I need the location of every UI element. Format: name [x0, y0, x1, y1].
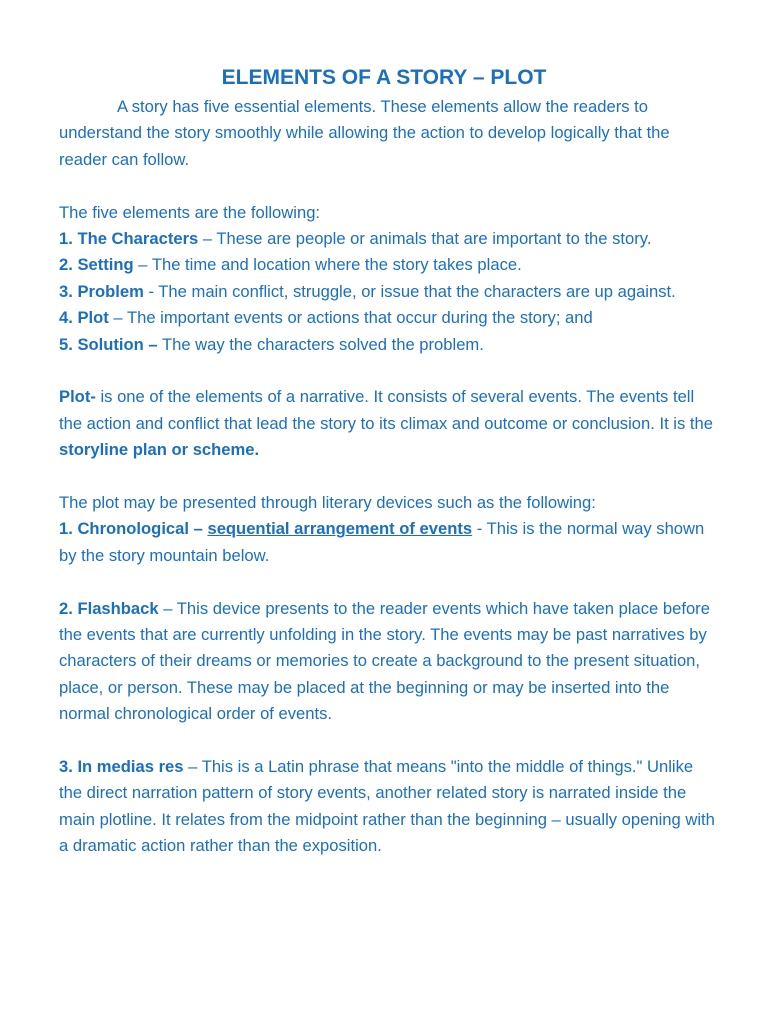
intro-paragraph: A story has five essential elements. These elements allow the readers to understand the story smoothly while allowing the action to develop logically that the reader can follow. [59, 97, 670, 169]
element-term: 3. Problem [59, 281, 144, 301]
element-description: These are people or animals that are important to the story. [216, 229, 652, 249]
device-underlined-phrase: sequential arrangement of events [207, 519, 473, 539]
page-title: ELEMENTS OF A STORY – PLOT [221, 66, 547, 89]
element-separator: – [133, 255, 152, 275]
element-item [59, 332, 719, 358]
element-term: 5. Solution – [59, 334, 158, 354]
spacer [59, 728, 719, 754]
plot-term: Plot- [59, 387, 96, 407]
elements-heading: The five elements are the following: [59, 202, 321, 222]
plot-definition-emphasis: storyline plan or scheme. [59, 440, 260, 460]
element-description: The time and location where the story takes place. [151, 255, 522, 275]
element-term: 2. Setting [59, 255, 134, 275]
element-item [59, 252, 719, 278]
spacer [59, 464, 719, 490]
device-separator: – [183, 757, 202, 777]
element-separator: - [143, 281, 159, 301]
plot-definition-text: is one of the elements of a narrative. It consists of several events. The events tell the action and conflict that lead the story to its climax and outcome or conclusion. It is the [59, 387, 713, 433]
element-item [59, 226, 719, 252]
device-description: This device presents to the reader events which have taken place before the events that are currently unfolding in the story. The events may be past narratives by characters of their dreams or memories to create a background to the present situation, place, or person. These may be placed at the beginning or may be inserted into the normal chronological order of events. [59, 598, 710, 724]
spacer [59, 173, 719, 199]
spacer [59, 569, 719, 595]
document-body [59, 94, 719, 860]
element-item [59, 305, 719, 331]
element-item [59, 279, 719, 305]
device-chronological [59, 516, 719, 569]
element-description: The important events or actions that occur during the story; and [126, 308, 593, 328]
element-separator: – [198, 229, 217, 249]
device-term: 1. Chronological – [59, 519, 203, 539]
plot-definition [59, 384, 719, 463]
element-description: The way the characters solved the problem. [161, 334, 484, 354]
spacer [59, 358, 719, 384]
element-separator: – [108, 308, 127, 328]
device-term: 3. In medias res [59, 757, 184, 777]
device-term: 2. Flashback [59, 598, 159, 618]
device-description: This is a Latin phrase that means "into the middle of things." Unlike the direct narration pattern of story events, another related story is narrated inside the main plotline. It relates from the midpoint rather than the beginning – usually opening with a dramatic action rather than the exposition. [59, 757, 715, 856]
element-term: 4. Plot [59, 308, 109, 328]
devices-heading: The plot may be presented through literary devices such as the following: [59, 493, 596, 513]
device-separator: – [158, 598, 177, 618]
device-in-medias-res [59, 754, 719, 860]
element-term: 1. The Characters [59, 229, 199, 249]
device-description: - This is the normal way shown by the story mountain below. [59, 519, 705, 565]
device-flashback [59, 596, 719, 728]
element-description: The main conflict, struggle, or issue that the characters are up against. [158, 281, 676, 301]
